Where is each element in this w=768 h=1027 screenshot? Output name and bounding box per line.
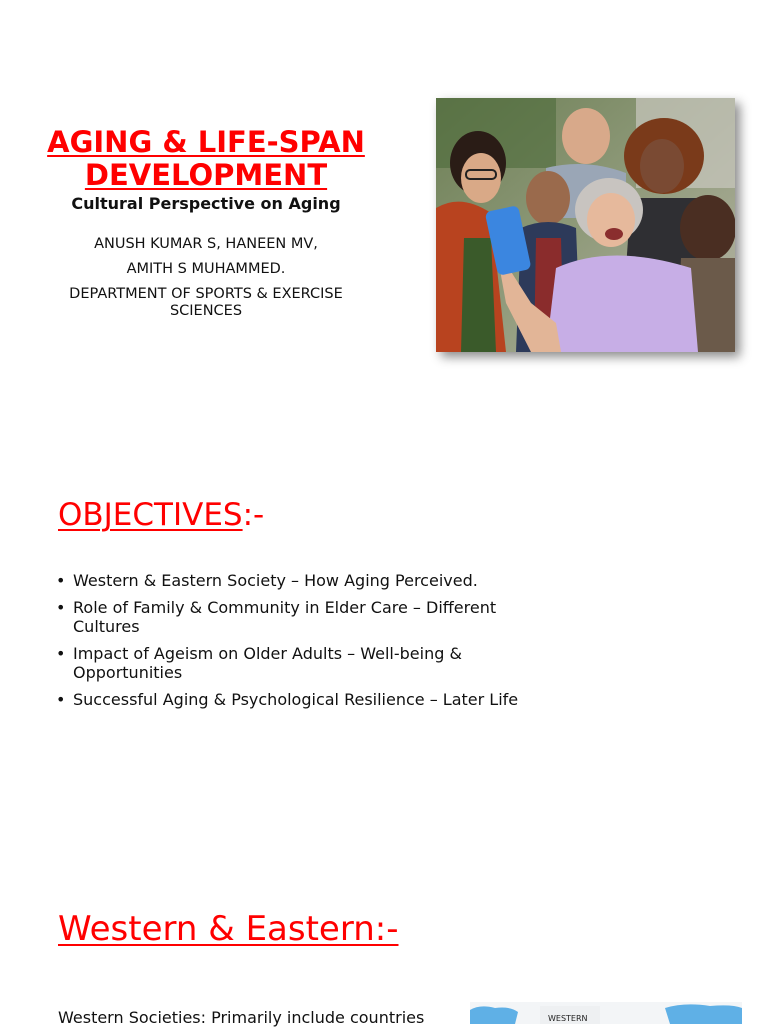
objectives-heading-text: OBJECTIVES — [58, 497, 243, 533]
department: DEPARTMENT OF SPORTS & EXERCISE SCIENCES — [69, 286, 343, 319]
group-selfie-image — [436, 98, 735, 352]
authors-block — [40, 236, 372, 329]
group-selfie-photo — [436, 98, 735, 352]
list-item — [56, 690, 536, 710]
authors-line2: AMITH S MUHAMMED. — [126, 261, 286, 277]
title-block — [40, 126, 372, 213]
objective-text: Impact of Ageism on Older Adults – Well-being & Opportunities — [73, 643, 462, 682]
list-item — [56, 571, 536, 591]
bullet-icon: • — [56, 571, 66, 590]
map-label: WESTERN — [548, 1014, 588, 1023]
western-societies-text: Western Societies: Primarily include countries — [58, 1008, 425, 1027]
map-icon — [470, 1002, 742, 1024]
main-title-line1: AGING & LIFE-SPAN — [47, 125, 365, 159]
world-map-image — [470, 1002, 742, 1024]
objectives-heading — [58, 497, 264, 533]
bullet-icon: • — [56, 597, 66, 617]
authors-line1: ANUSH KUMAR S, HANEEN MV, — [94, 236, 318, 252]
objective-text: Role of Family & Community in Elder Care – Different Cultures — [73, 597, 497, 636]
objectives-list — [56, 571, 536, 716]
list-item — [56, 598, 536, 637]
subtitle: Cultural Perspective on Aging — [71, 194, 341, 213]
objectives-heading-suffix: :- — [242, 497, 265, 533]
main-title-line2: DEVELOPMENT — [84, 158, 328, 192]
bullet-icon: • — [56, 689, 66, 709]
bullet-icon: • — [56, 643, 66, 663]
list-item — [56, 644, 536, 683]
main-title — [40, 126, 372, 192]
objective-text: Western & Eastern Society – How Aging Perceived. — [73, 571, 478, 590]
western-eastern-heading: Western & Eastern:- — [58, 909, 399, 949]
objective-text: Successful Aging & Psychological Resilience – Later Life — [73, 689, 519, 709]
